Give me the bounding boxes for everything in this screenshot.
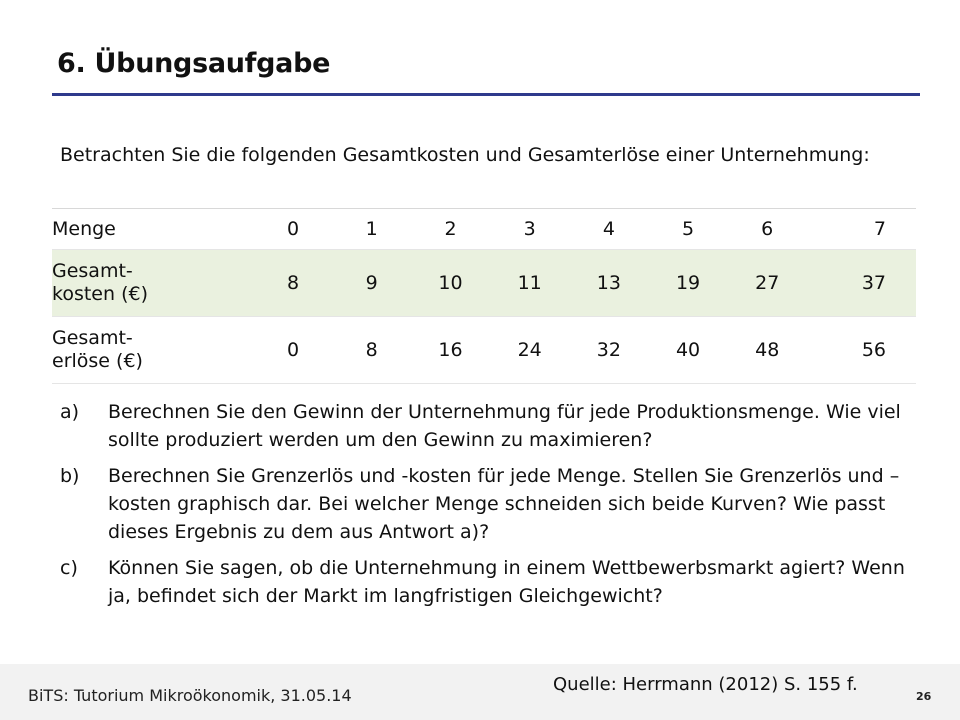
table-row-gesamterloese: [52, 317, 916, 384]
row-label: Gesamt- kosten (€): [52, 250, 254, 317]
task-text: Berechnen Sie Grenzerlös und -kosten für jede Menge. Stellen Sie Grenzerlös und –kosten graphisch dar. Bei welcher Menge schneiden sich beide Kurven? Wie passt dieses Ergebnis zu dem aus Antwort a)?: [108, 465, 900, 543]
table-cell: 32: [569, 317, 648, 384]
table-cell: 27: [728, 250, 807, 317]
intro-text: Betrachten Sie die folgenden Gesamtkosten und Gesamterlöse einer Unternehmung:: [60, 144, 870, 166]
slide-title: 6. Übungsaufgabe: [57, 48, 331, 79]
footer-course-info: BiTS: Tutorium Mikroökonomik, 31.05.14: [28, 686, 352, 705]
table-cell: 8: [254, 250, 333, 317]
table-row-gesamtkosten: [52, 250, 916, 317]
table-cell: 6: [728, 209, 807, 250]
table-cell: 8: [332, 317, 411, 384]
table-cell: 24: [490, 317, 569, 384]
cost-revenue-table: [52, 208, 916, 384]
table-cell: 1: [332, 209, 411, 250]
table-cell: 9: [332, 250, 411, 317]
task-marker: b): [60, 465, 80, 487]
source-citation: Quelle: Herrmann (2012) S. 155 f.: [553, 674, 858, 695]
task-item-a: [60, 398, 910, 454]
table-cell: 56: [807, 317, 916, 384]
row-label: Menge: [52, 209, 254, 250]
table-cell: 48: [728, 317, 807, 384]
task-marker: c): [60, 557, 78, 579]
page-number: 26: [916, 690, 932, 703]
task-text: Berechnen Sie den Gewinn der Unternehmung für jede Produktionsmenge. Wie viel sollte produziert werden um den Gewinn zu maximieren?: [108, 401, 901, 451]
table-cell: 7: [807, 209, 916, 250]
table-cell: 5: [648, 209, 727, 250]
table-row-menge: [52, 209, 916, 250]
table-cell: 10: [411, 250, 490, 317]
table-cell: 3: [490, 209, 569, 250]
table-cell: 4: [569, 209, 648, 250]
task-marker: a): [60, 401, 80, 423]
task-list: [60, 398, 910, 618]
table-cell: 0: [254, 209, 333, 250]
table-cell: 0: [254, 317, 333, 384]
title-underline: [52, 93, 920, 96]
table-cell: 37: [807, 250, 916, 317]
table-cell: 16: [411, 317, 490, 384]
task-text: Können Sie sagen, ob die Unternehmung in einem Wettbewerbsmarkt agiert? Wenn ja, befindet sich der Markt im langfristigen Gleichgewicht?: [108, 557, 905, 607]
row-label: Gesamt- erlöse (€): [52, 317, 254, 384]
table-cell: 11: [490, 250, 569, 317]
table-cell: 2: [411, 209, 490, 250]
table-cell: 19: [648, 250, 727, 317]
task-item-c: [60, 554, 910, 610]
table-cell: 13: [569, 250, 648, 317]
task-item-b: [60, 462, 910, 546]
table-cell: 40: [648, 317, 727, 384]
